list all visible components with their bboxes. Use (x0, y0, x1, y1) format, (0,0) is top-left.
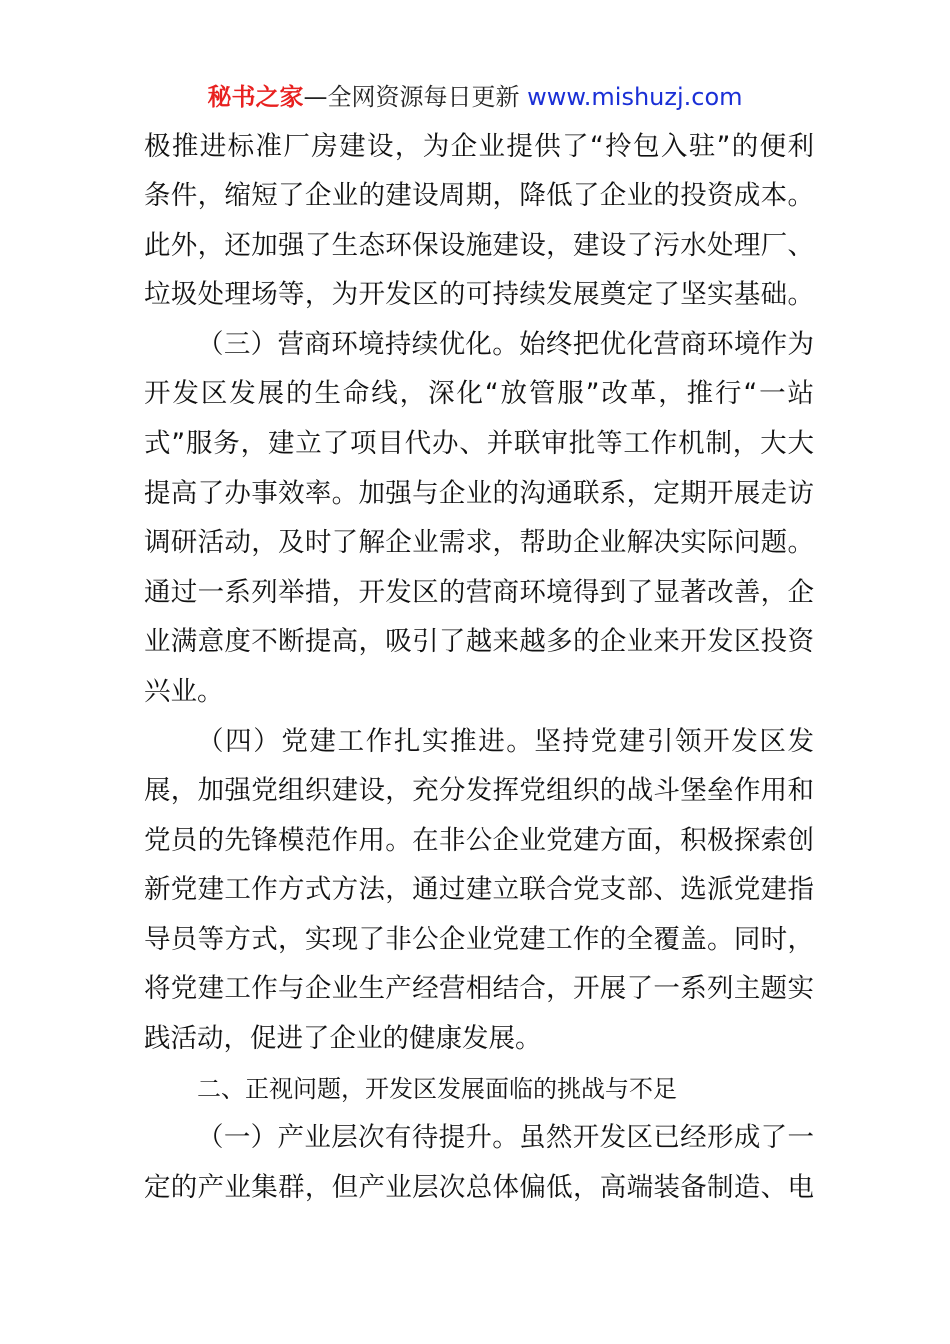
text-line: 党员的先锋模范作用。在非公企业党建方面，积极探索创 (144, 825, 814, 856)
text-line: 此外，还加强了生态环保设施建设，建设了污水处理厂、 (144, 230, 814, 261)
text-line: 调研活动，及时了解企业需求，帮助企业解决实际问题。 (144, 527, 814, 558)
text-line: 践活动，促进了企业的健康发展。 (144, 1023, 542, 1054)
text-line: 定的产业集群，但产业层次总体偏低，高端装备制造、电 (144, 1172, 814, 1203)
text-line: 式”服务，建立了项目代办、并联审批等工作机制，大大 (144, 428, 814, 459)
text-line: 条件，缩短了企业的建设周期，降低了企业的投资成本。 (144, 180, 814, 211)
text-line: 兴业。 (144, 676, 224, 707)
text-line: 通过一系列举措，开发区的营商环境得到了显著改善，企 (144, 577, 814, 608)
site-brand: 秘书之家 (207, 83, 304, 111)
text-line: 展，加强党组织建设，充分发挥党组织的战斗堡垒作用和 (144, 775, 814, 806)
text-line: 将党建工作与企业生产经营相结合，开展了一系列主题实 (144, 973, 814, 1004)
chapter-heading: 二、正视问题，开发区发展面临的挑战与不足 (197, 1075, 677, 1103)
text-line: 新党建工作方式方法，通过建立联合党支部、选派党建指 (144, 874, 814, 905)
text-line: 导员等方式，实现了非公企业党建工作的全覆盖。同时， (144, 924, 814, 955)
section-heading-line: （一）产业层次有待提升。虽然开发区已经形成了一 (197, 1122, 814, 1153)
text-line: 极推进标准厂房建设，为企业提供了“拎包入驻”的便利 (144, 131, 814, 162)
site-slogan: —全网资源每日更新 (303, 83, 528, 111)
site-url[interactable]: www.mishuzj.com (527, 83, 743, 111)
text-line: 提高了办事效率。加强与企业的沟通联系，定期开展走访 (144, 478, 814, 509)
text-line: 垃圾处理场等，为开发区的可持续发展奠定了坚实基础。 (144, 279, 814, 310)
section-heading-line: （三）营商环境持续优化。始终把优化营商环境作为 (197, 329, 814, 360)
text-line: 开发区发展的生命线，深化“放管服”改革，推行“一站 (144, 378, 814, 409)
text-line: 业满意度不断提高，吸引了越来越多的企业来开发区投资 (144, 626, 814, 657)
section-heading-line: （四）党建工作扎实推进。坚持党建引领开发区发 (197, 726, 814, 757)
